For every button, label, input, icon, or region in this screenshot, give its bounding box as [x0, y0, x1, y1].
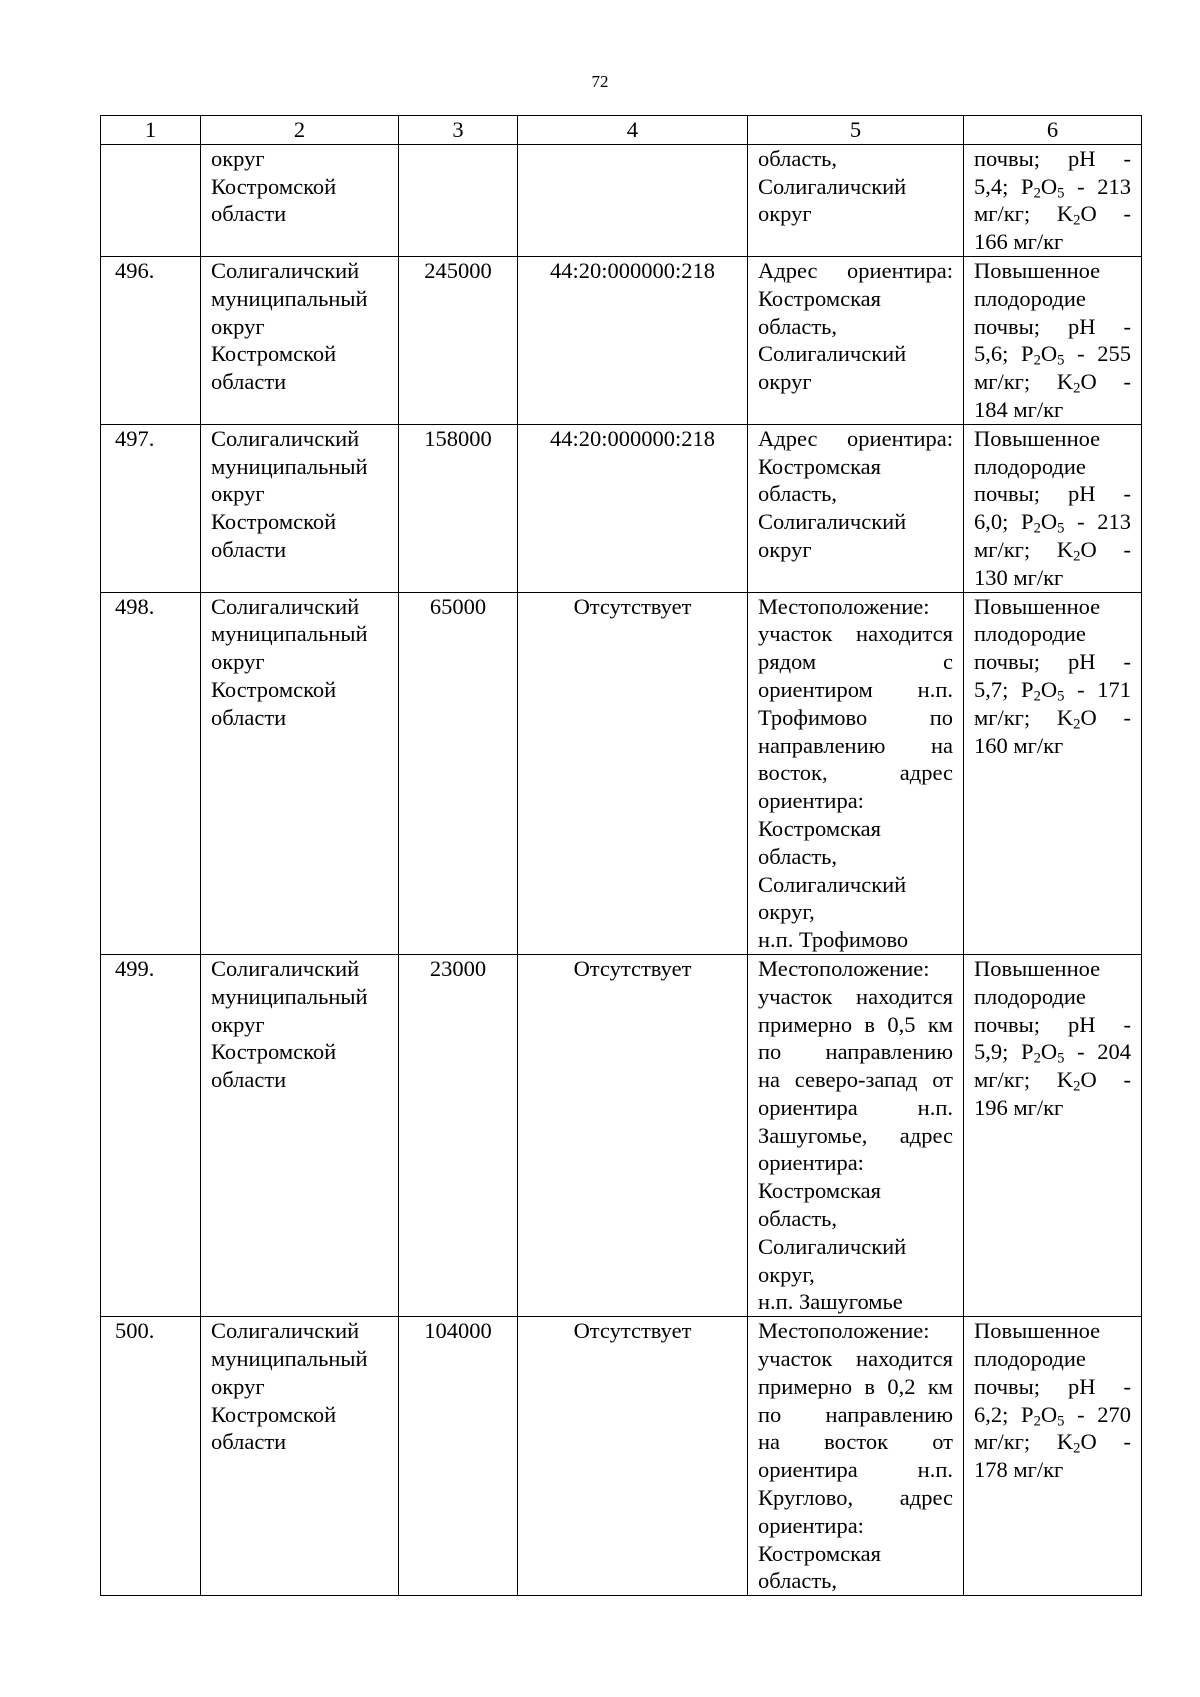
district-line: округ	[211, 1373, 265, 1399]
district-line: муниципальный	[211, 285, 368, 311]
district-line: Костромской	[211, 676, 337, 702]
area-cell: 158000	[399, 424, 518, 592]
soil-title: Повышенное	[974, 1318, 1101, 1344]
soil-cell	[964, 954, 1142, 1316]
phosphorus-formula	[1021, 509, 1065, 537]
area-cell: 104000	[399, 1317, 518, 1596]
soil-p-line	[974, 1038, 1131, 1066]
soil-ph-line	[974, 1373, 1131, 1401]
ph-label: pH	[1068, 1373, 1096, 1399]
p-oxygen: O	[1040, 341, 1058, 367]
soil-ph-line	[974, 648, 1131, 676]
soil-intro: почвы;	[974, 649, 1041, 675]
p-subscript: 5	[1057, 185, 1065, 202]
location-line: область,	[758, 843, 838, 869]
location-cell	[748, 1317, 964, 1596]
column-header: 1	[101, 116, 201, 145]
district-cell	[201, 1317, 399, 1596]
district-line: округ	[211, 649, 265, 675]
column-header: 6	[964, 116, 1142, 145]
land-plots-table	[100, 115, 1142, 1596]
k-value: 160 мг/кг	[974, 732, 1064, 758]
location-line: восток, адрес	[758, 760, 953, 786]
ph-label: pH	[1068, 649, 1096, 675]
soil-ph-line	[974, 145, 1131, 173]
cadastral-cell: Отсутствует	[518, 954, 748, 1316]
ph-dash: -	[1123, 145, 1131, 171]
location-line: ориентира:	[758, 1512, 864, 1538]
location-line: Солигаличский	[758, 1233, 907, 1259]
ph-dash: -	[1123, 313, 1131, 339]
location-line: округ,	[758, 1261, 815, 1287]
p-label: P	[1021, 341, 1034, 367]
soil-ph-line	[974, 313, 1131, 341]
potassium-formula	[1056, 1429, 1097, 1458]
location-line: по направлению	[758, 1039, 953, 1065]
table-header-row	[101, 116, 1142, 145]
p-value: - 171	[1077, 676, 1131, 702]
p-subscript: 2	[1033, 688, 1041, 705]
k-dash: -	[1123, 201, 1132, 227]
k-oxygen: O	[1080, 536, 1097, 562]
location-line: Костромская	[758, 453, 882, 479]
location-line: рядом с	[758, 649, 953, 675]
location-line: Костромская	[758, 285, 882, 311]
p-subscript: 5	[1057, 688, 1065, 705]
k-label: K	[1056, 201, 1074, 227]
p-subscript: 2	[1033, 353, 1041, 370]
area-cell	[399, 144, 518, 256]
k-value: 178 мг/кг	[974, 1457, 1064, 1483]
soil-intro: почвы;	[974, 481, 1041, 507]
district-line: области	[211, 536, 287, 562]
p-oxygen: O	[1040, 1039, 1058, 1065]
k-dash: -	[1123, 1067, 1132, 1093]
soil-cell	[964, 424, 1142, 592]
soil-k-line	[974, 1428, 1131, 1456]
p-value: - 255	[1077, 341, 1131, 367]
ph-label: pH	[1068, 1011, 1096, 1037]
soil-title: Повышенное	[974, 425, 1101, 451]
k-value: 196 мг/кг	[974, 1094, 1064, 1120]
ph-dash: -	[1123, 649, 1131, 675]
location-line: по направлению	[758, 1401, 953, 1427]
location-line: Адрес ориентира:	[758, 425, 953, 451]
k-oxygen: O	[1080, 201, 1097, 227]
k-oxygen: O	[1080, 1067, 1097, 1093]
cadastral-cell: Отсутствует	[518, 592, 748, 954]
location-line: округ	[758, 536, 812, 562]
k-value: 130 мг/кг	[974, 564, 1064, 590]
phosphorus-formula	[1021, 173, 1065, 202]
soil-intro: почвы;	[974, 313, 1041, 339]
soil-k-line	[974, 704, 1131, 732]
k-label: K	[1056, 1429, 1074, 1455]
page-number: 72	[591, 72, 609, 91]
p-subscript: 5	[1057, 353, 1065, 370]
table-row	[101, 592, 1142, 954]
soil-p-line	[974, 173, 1131, 201]
potassium-formula	[1056, 704, 1097, 733]
district-line: Костромской	[211, 509, 337, 535]
location-line: Костромская	[758, 1540, 882, 1566]
location-line: область,	[758, 313, 838, 339]
location-line: округ,	[758, 899, 815, 925]
location-line: на восток от	[758, 1429, 953, 1455]
phosphorus-formula	[1021, 1401, 1065, 1430]
location-cell	[748, 144, 964, 256]
potassium-formula	[1056, 201, 1097, 230]
p-value: - 270	[1077, 1401, 1131, 1427]
row-number-cell: 497.	[101, 424, 201, 592]
row-number-cell: 496.	[101, 256, 201, 424]
p-oxygen: O	[1040, 676, 1058, 702]
p-oxygen: O	[1040, 1401, 1058, 1427]
p-subscript: 5	[1057, 1413, 1065, 1430]
k-subscript: 2	[1073, 1441, 1081, 1458]
p-oxygen: O	[1040, 509, 1058, 535]
p-label: P	[1021, 676, 1034, 702]
ph-value: 6,2;	[974, 1401, 1009, 1427]
k-subscript: 2	[1073, 213, 1081, 230]
table-row	[101, 144, 1142, 256]
soil-title: плодородие	[974, 983, 1086, 1009]
location-line: Солигаличский	[758, 173, 907, 199]
location-line: область,	[758, 481, 838, 507]
district-line: муниципальный	[211, 983, 368, 1009]
soil-cell	[964, 256, 1142, 424]
unit: мг/кг;	[974, 201, 1031, 227]
district-line: округ	[211, 145, 265, 171]
location-line: н.п. Зашугомье	[758, 1289, 903, 1315]
district-line: Солигаличский	[211, 425, 360, 451]
soil-title: плодородие	[974, 453, 1086, 479]
k-label: K	[1056, 1067, 1074, 1093]
district-line: Костромской	[211, 341, 337, 367]
location-line: Солигаличский	[758, 871, 907, 897]
location-line: Трофимово по	[758, 704, 953, 730]
p-subscript: 5	[1057, 1050, 1065, 1067]
p-label: P	[1021, 509, 1034, 535]
cadastral-cell: 44:20:000000:218	[518, 424, 748, 592]
k-oxygen: O	[1080, 369, 1097, 395]
district-line: Костромской	[211, 1039, 337, 1065]
location-line: Местоположение:	[758, 1318, 930, 1344]
p-subscript: 2	[1033, 520, 1041, 537]
district-line: области	[211, 201, 287, 227]
row-number-cell: 500.	[101, 1317, 201, 1596]
row-number-cell: 498.	[101, 592, 201, 954]
location-line: участок находится	[758, 1346, 953, 1372]
p-subscript: 2	[1033, 1413, 1041, 1430]
location-line: область,	[758, 1568, 838, 1594]
p-subscript: 2	[1033, 185, 1041, 202]
location-line: Солигаличский	[758, 341, 907, 367]
location-line: округ	[758, 201, 812, 227]
location-line: Костромская	[758, 815, 882, 841]
k-value: 166 мг/кг	[974, 229, 1064, 255]
p-subscript: 2	[1033, 1050, 1041, 1067]
p-value: - 213	[1077, 173, 1131, 199]
phosphorus-formula	[1021, 676, 1065, 705]
ph-dash: -	[1123, 481, 1131, 507]
soil-k-line	[974, 368, 1131, 396]
district-line: области	[211, 1429, 287, 1455]
ph-label: pH	[1068, 481, 1096, 507]
soil-p-line	[974, 676, 1131, 704]
location-line: примерно в 0,5 км	[758, 1011, 953, 1037]
location-line: н.п. Трофимово	[758, 927, 909, 953]
location-cell	[748, 424, 964, 592]
ph-dash: -	[1123, 1011, 1131, 1037]
k-label: K	[1056, 369, 1074, 395]
district-cell	[201, 424, 399, 592]
ph-value: 5,9;	[974, 1039, 1009, 1065]
district-line: Солигаличский	[211, 955, 360, 981]
column-header: 5	[748, 116, 964, 145]
location-line: Костромская	[758, 1178, 882, 1204]
p-oxygen: O	[1040, 173, 1058, 199]
cadastral-cell	[518, 144, 748, 256]
soil-intro: почвы;	[974, 1373, 1041, 1399]
district-line: округ	[211, 481, 265, 507]
ph-label: pH	[1068, 313, 1096, 339]
row-number-cell	[101, 144, 201, 256]
k-dash: -	[1123, 369, 1132, 395]
district-line: Солигаличский	[211, 1318, 360, 1344]
cadastral-cell: 44:20:000000:218	[518, 256, 748, 424]
cadastral-cell: Отсутствует	[518, 1317, 748, 1596]
location-line: Местоположение:	[758, 593, 930, 619]
location-cell	[748, 256, 964, 424]
table-body	[101, 116, 1142, 1596]
k-dash: -	[1123, 1429, 1132, 1455]
unit: мг/кг;	[974, 369, 1031, 395]
district-line: Солигаличский	[211, 593, 360, 619]
k-subscript: 2	[1073, 380, 1081, 397]
ph-value: 5,6;	[974, 341, 1009, 367]
location-line: Круглово, адрес	[758, 1485, 953, 1511]
district-line: округ	[211, 313, 265, 339]
p-value: - 213	[1077, 509, 1131, 535]
k-oxygen: O	[1080, 704, 1097, 730]
p-value: - 204	[1077, 1039, 1131, 1065]
column-header: 3	[399, 116, 518, 145]
table-row	[101, 256, 1142, 424]
district-cell	[201, 144, 399, 256]
unit: мг/кг;	[974, 1429, 1031, 1455]
k-value: 184 мг/кг	[974, 396, 1064, 422]
location-line: ориентира н.п.	[758, 1094, 953, 1120]
soil-k-line	[974, 536, 1131, 564]
k-subscript: 2	[1073, 716, 1081, 733]
soil-ph-line	[974, 480, 1131, 508]
phosphorus-formula	[1021, 1039, 1065, 1067]
p-label: P	[1021, 1401, 1034, 1427]
ph-value: 5,7;	[974, 676, 1009, 702]
soil-cell	[964, 1317, 1142, 1596]
soil-k-line	[974, 1066, 1131, 1094]
ph-label: pH	[1068, 145, 1096, 171]
soil-cell	[964, 144, 1142, 256]
soil-p-line	[974, 1401, 1131, 1429]
location-line: Солигаличский	[758, 509, 907, 535]
location-line: участок находится	[758, 983, 953, 1009]
potassium-formula	[1056, 536, 1097, 565]
ph-value: 5,4;	[974, 173, 1009, 199]
district-line: области	[211, 1067, 287, 1093]
unit: мг/кг;	[974, 1067, 1031, 1093]
k-label: K	[1056, 536, 1074, 562]
district-line: области	[211, 704, 287, 730]
location-cell	[748, 954, 964, 1316]
table-row	[101, 1317, 1142, 1596]
column-header: 4	[518, 116, 748, 145]
ph-dash: -	[1123, 1373, 1131, 1399]
unit: мг/кг;	[974, 704, 1031, 730]
area-cell: 65000	[399, 592, 518, 954]
area-cell: 23000	[399, 954, 518, 1316]
district-line: Костромской	[211, 173, 337, 199]
district-cell	[201, 954, 399, 1316]
table-row	[101, 424, 1142, 592]
location-line: округ	[758, 369, 812, 395]
location-line: Адрес ориентира:	[758, 257, 953, 283]
column-header: 2	[201, 116, 399, 145]
soil-title: Повышенное	[974, 593, 1101, 619]
district-line: Костромской	[211, 1401, 337, 1427]
location-line: область,	[758, 1206, 838, 1232]
soil-intro: почвы;	[974, 145, 1041, 171]
p-label: P	[1021, 173, 1034, 199]
soil-intro: почвы;	[974, 1011, 1041, 1037]
location-line: Зашугомье, адрес	[758, 1122, 953, 1148]
k-subscript: 2	[1073, 548, 1081, 565]
soil-title: Повышенное	[974, 257, 1101, 283]
k-label: K	[1056, 704, 1074, 730]
unit: мг/кг;	[974, 536, 1031, 562]
soil-title: плодородие	[974, 285, 1086, 311]
location-line: ориентиром н.п.	[758, 676, 953, 702]
location-line: область,	[758, 145, 838, 171]
k-subscript: 2	[1073, 1078, 1081, 1095]
soil-cell	[964, 592, 1142, 954]
location-cell	[748, 592, 964, 954]
district-cell	[201, 256, 399, 424]
soil-k-line	[974, 200, 1131, 228]
location-line: направлению на	[758, 732, 953, 758]
soil-p-line	[974, 340, 1131, 368]
p-subscript: 5	[1057, 520, 1065, 537]
potassium-formula	[1056, 369, 1097, 397]
soil-ph-line	[974, 1011, 1131, 1039]
district-line: муниципальный	[211, 453, 368, 479]
location-line: на северо-запад от	[758, 1067, 953, 1093]
district-line: Солигаличский	[211, 257, 360, 283]
soil-p-line	[974, 508, 1131, 536]
location-line: Местоположение:	[758, 955, 930, 981]
district-line: муниципальный	[211, 621, 368, 647]
potassium-formula	[1056, 1067, 1097, 1095]
soil-title: Повышенное	[974, 955, 1101, 981]
phosphorus-formula	[1021, 341, 1065, 370]
location-line: примерно в 0,2 км	[758, 1373, 953, 1399]
district-line: округ	[211, 1011, 265, 1037]
soil-title: плодородие	[974, 1346, 1086, 1372]
location-line: ориентира:	[758, 788, 864, 814]
row-number-cell: 499.	[101, 954, 201, 1316]
location-line: ориентира:	[758, 1150, 864, 1176]
soil-title: плодородие	[974, 621, 1086, 647]
district-cell	[201, 592, 399, 954]
k-oxygen: O	[1080, 1429, 1097, 1455]
location-line: ориентира н.п.	[758, 1457, 953, 1483]
k-dash: -	[1123, 704, 1132, 730]
district-line: области	[211, 369, 287, 395]
area-cell: 245000	[399, 256, 518, 424]
table-row	[101, 954, 1142, 1316]
p-label: P	[1021, 1039, 1034, 1065]
k-dash: -	[1123, 536, 1132, 562]
location-line: участок находится	[758, 621, 953, 647]
district-line: муниципальный	[211, 1346, 368, 1372]
ph-value: 6,0;	[974, 509, 1009, 535]
